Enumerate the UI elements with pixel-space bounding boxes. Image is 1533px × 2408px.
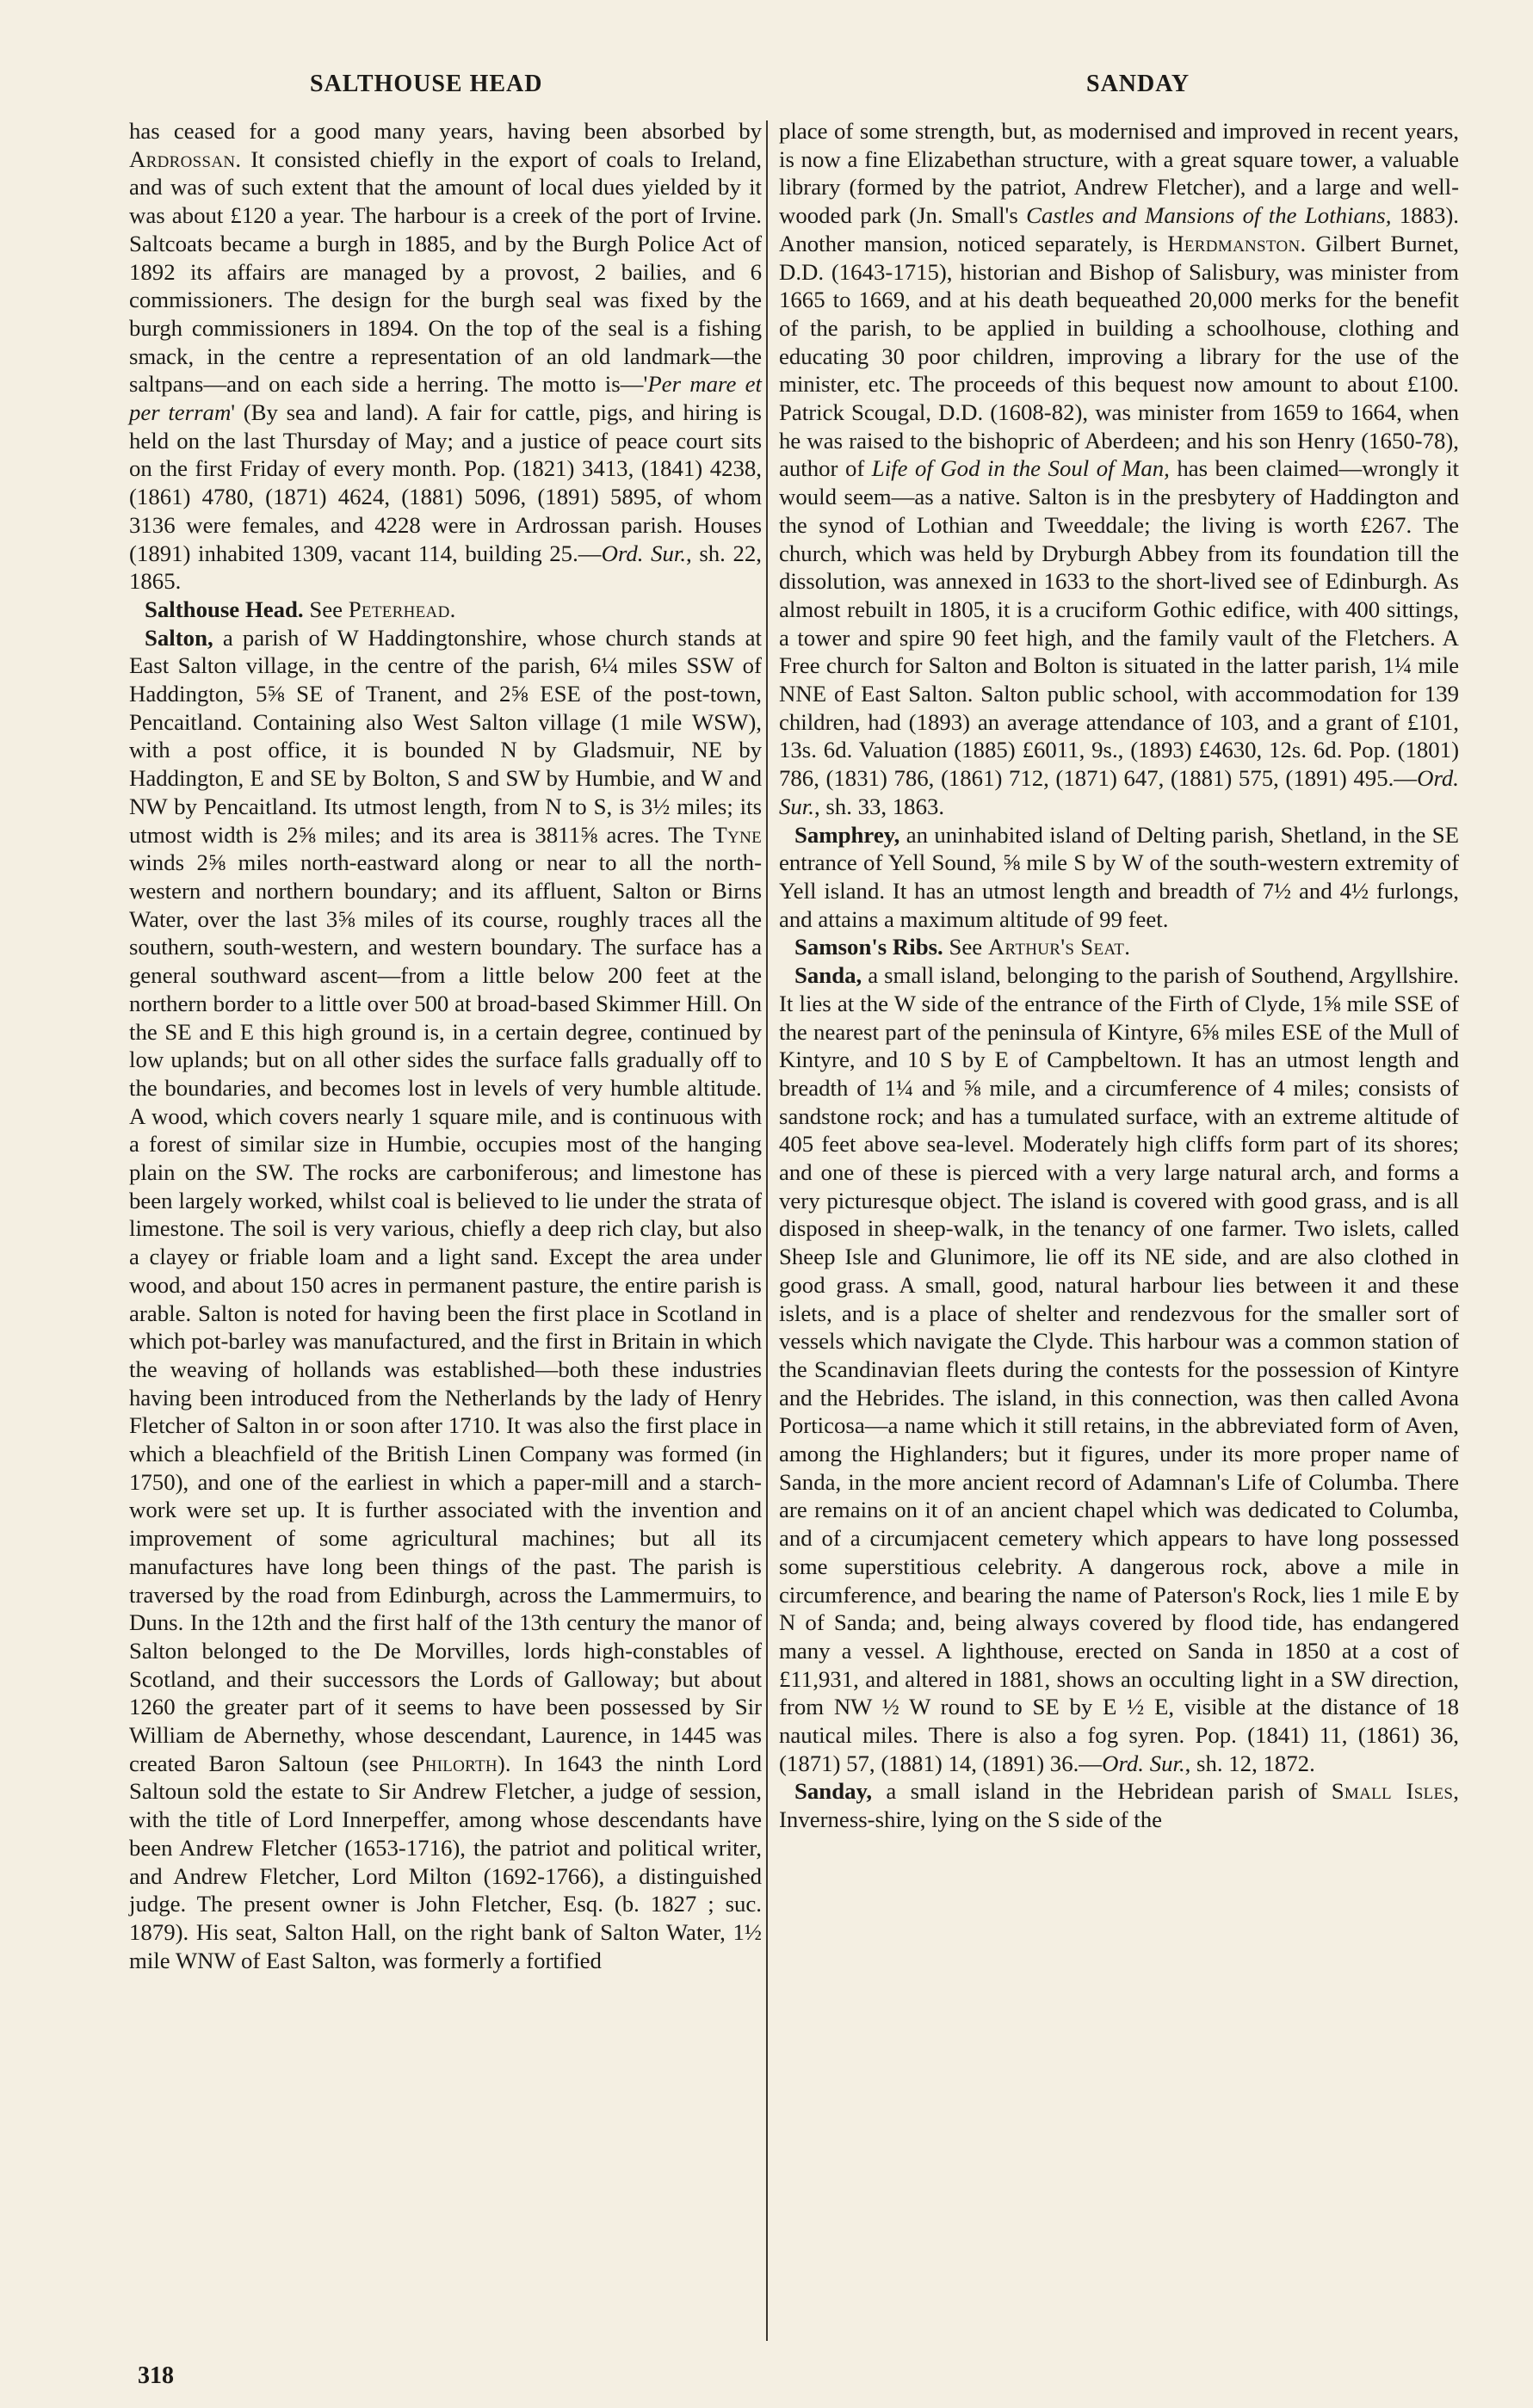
text-run: .: [1124, 934, 1130, 960]
text-run: Ardrossan: [129, 145, 236, 172]
text-run: Life of God in the Soul of Man,: [871, 455, 1170, 482]
gazetteer-entry: [779, 1777, 1459, 1833]
entry-headword: Salthouse Head.: [145, 596, 304, 622]
text-run: See: [303, 596, 349, 622]
text-run: . It consisted chiefly in the export of coals to Ireland, and was of such extent that the amount of local dues yielded by it was about £120 a year. The harbour is a creek of the port of Irvine. Saltcoats became a burgh in 1885, and by the Burgh Police Act of 1892 its affairs are managed by a provost, 2 bailies, and 6 commissioners. The design for the burgh seal was fixed by the burgh commissioners in 1894. On the top of the seal is a fishing smack, in the centre a representation of an old landmark—the saltpans—and on each side a herring. The motto is—': [129, 145, 762, 398]
text-run: a parish of W Haddingtonshire, whose church stands at East Salton village, in the centre of the parish, 6¼ miles SSW of Haddington, 5⅝ SE of Tranent, and 2⅝ ESE of the post-town, Pencaitland. Containing also West Salton village (1 mile WSW), with a post office, it is bounded N by Gladsmuir, NE by Haddington, E and SE by Bolton, S and SW by Humbie, and W and NW by Pencaitland. Its utmost length, from N to S, is 3½ miles; its utmost width is 2⅝ miles; and its area is 3811⅝ acres. The: [129, 624, 762, 848]
continued-paragraph: [129, 117, 762, 596]
header-left-title: SALTHOUSE HEAD: [310, 71, 543, 97]
gazetteer-entry: [129, 596, 762, 624]
text-run: Arthur's Seat: [987, 934, 1125, 960]
text-run: Ord. Sur.: [601, 540, 687, 566]
text-run: 1883). Another mansion, noticed separately, is: [779, 202, 1459, 256]
gazetteer-entry: [129, 624, 762, 1975]
text-run: , sh. 12, 1872.: [1184, 1750, 1315, 1776]
entry-headword: Salton,: [145, 624, 213, 651]
entry-headword: Samson's Ribs.: [794, 934, 943, 960]
text-run: an uninhabited island of Delting parish, Shetland, in the SE entrance of Yell Sound, ⅝ mile S by W of the south-western extremity of Yell island. It has an utmost length and breadth of 7½ and 4½ furlongs, and attains a maximum altitude of 99 feet.: [779, 821, 1459, 932]
left-column: [129, 117, 762, 1974]
text-run: See: [943, 934, 988, 960]
text-run: , sh. 33, 1863.: [813, 793, 945, 819]
text-run: . Gilbert Burnet, D.D. (1643-1715), historian and Bishop of Salisbury, was minister from 1665 to 1669, and at his death bequeathed 20,000 merks for the benefit of the parish, to be applied in building a schoolhouse, clothing and educating 30 poor children, improving a library for the use of the minister, etc. The proceeds of this bequest now amount to about £100. Patrick Scougal, D.D. (1608-82), was minister from 1659 to 1664, when he was raised to the bishopric of Aberdeen; and his son Henry (1650-78), author of: [779, 230, 1459, 482]
text-run: Ord. Sur.: [1102, 1750, 1185, 1776]
text-run: has been claimed—wrongly it would seem—as a native. Salton is in the presbytery of Haddington and the synod of Lothian and Tweeddale; the living is worth £267. The church, which was held by Dryburgh Abbey from its foundation till the dissolution, was annexed in 1633 to the short-lived see of Edinburgh. As almost rebuilt in 1805, it is a cruciform Gothic edifice, with 400 sittings, a tower and spire 90 feet high, and the family vault of the Fletchers. A Free church for Salton and Bolton is situated in the latter parish, 1¼ mile NNE of East Salton. Salton public school, with accommodation for 139 children, had (1893) an average attendance of 103, and a grant of £101, 13s. 6d. Valuation (1885) £6011, 9s., (1893) £4630, 12s. 6d. Pop. (1801) 786, (1831) 786, (1861) 712, (1871) 647, (1881) 575, (1891) 495.—: [779, 455, 1459, 792]
text-run: a small island, belonging to the parish of Southend, Argyllshire. It lies at the W side of the entrance of the Firth of Clyde, 1⅝ mile SSE of the nearest part of the peninsula of Kintyre, 6⅝ miles ESE of the Mull of Kintyre, and 10 S by E of Campbeltown. It has an utmost length and breadth of 1¼ and ⅝ mile, and a circumference of 4 miles; consists of sandstone rock; and has a tumulated surface, with an extreme altitude of 405 feet above sea-level. Moderately high cliffs form part of its shores; and one of these is pierced with a very large natural arch, and forms a very picturesque object. The island is covered with good grass, and is all disposed in sheep-walk, in the tenancy of one farmer. Two islets, called Sheep Isle and Glunimore, lie off its NE side, and are also clothed in good grass. A small, good, natural harbour lies between it and these islets, and is a place of shelter and rendezvous for the smaller sort of vessels which navigate the Clyde. This harbour was a common station of the Scandinavian fleets during the contests for the possession of Kintyre and the Hebrides. The island, in this connection, was then called Avona Porticosa—a name which it still retains, in the abbreviated form of Aven, among the Highlanders; but it figures, under its more proper name of Sanda, in the more ancient record of Adamnan's Life of Columba. There are remains on it of an ancient chapel which was dedicated to Columba, and of a circumjacent cemetery which appears to have long possessed some superstitious celebrity. A dangerous rock, above a mile in circumference, and bearing the name of Paterson's Rock, lies 1 mile E by N of Sanda; and, being always covered by flood tide, has endangered many a vessel. A lighthouse, erected on Sanda in 1850 at a cost of £11,931, and altered in 1881, shows an occulting light in a SW direction, from NW ½ W round to SE by E ½ E, visible at the distance of 18 nautical miles. There is also a fog syren. Pop. (1841) 11, (1861) 36, (1871) 57, (1881) 14, (1891) 36.—: [779, 962, 1459, 1776]
page-number: 318: [138, 2362, 174, 2389]
text-run: , Inverness-shire, lying on the S side of the: [779, 1778, 1459, 1833]
text-run: Castles and Mansions of the Lothians,: [1026, 202, 1392, 229]
entry-headword: Samphrey,: [794, 821, 900, 848]
entry-headword: Sanday,: [794, 1778, 873, 1805]
continued-paragraph: [779, 117, 1459, 821]
text-run: Herdmanston: [1167, 230, 1301, 256]
text-run: place of some strength, but, as modernised and improved in recent years, is now a fine Elizabethan structure, with a great square tower, a valuable library (formed by the patriot, Andrew Fletcher), and a large and well-wooded park (Jn. Small's: [779, 118, 1459, 229]
gazetteer-entry: [779, 933, 1459, 961]
text-run: winds 2⅝ miles north-eastward along or near to all the north-western and northern boundary; and its affluent, Salton or Birns Water, over the last 3⅝ miles of its course, roughly traces all the southern, south-western, and western boundary. The surface has a general southward ascent—from a little below 200 feet at the northern border to a little over 500 at broad-based Skimmer Hill. On the SE and E this high ground is, in a certain degree, continued by low uplands; but on all other sides the surface falls gradually off to the boundaries, and becomes lost in levels of very humble altitude. A wood, which covers nearly 1 square mile, and is continuous with a forest of similar size in Humbie, occupies most of the hanging plain on the SW. The rocks are carboniferous; and limestone has been largely worked, whilst coal is believed to lie under the strata of limestone. The soil is very various, chiefly a deep rich clay, but also a clayey or friable loam and a light sand. Except the area under wood, and about 150 acres in permanent pasture, the entire parish is arable. Salton is noted for having been the first place in Scotland in which pot-barley was manufactured, and the first in Britain in which the weaving of hollands was established—both these industries having been introduced from the Netherlands by the lady of Henry Fletcher of Salton in or soon after 1710. It was also the first place in which a bleachfield of the British Linen Company was formed (in 1750), and one of the earliest in which a paper-mill and a starch-work were set up. It is further associated with the invention and improvement of some agricultural machines; but all its manufactures have long been things of the past. The parish is traversed by the road from Edinburgh, across the Lammermuirs, to Duns. In the 12th and the first half of the 13th century the manor of Salton belonged to the De Morvilles, lords high-constables of Scotland, and their successors the Lords of Galloway; but about 1260 the greater part of it seems to have been possessed by Sir William de Abernethy, whose descendant, Laurence, in 1445 was created Baron Saltoun (see: [129, 849, 762, 1776]
text-run: ' (By sea and land). A fair for cattle, pigs, and hiring is held on the last Thursday of May; and a justice of peace court sits on the first Friday of every month. Pop. (1821) 3413, (1841) 4238, (1861) 4780, (1871) 4624, (1881) 5096, (1891) 5895, of whom 3136 were females, and 4228 were in Ardrossan parish. Houses (1891) inhabited 1309, vacant 114, building 25.—: [129, 399, 762, 566]
text-run: has ceased for a good many years, having been absorbed by: [129, 118, 762, 144]
text-run: Philorth: [411, 1750, 498, 1776]
right-column: [779, 117, 1459, 1834]
text-run: , sh. 22, 1865.: [129, 540, 762, 595]
header-right-title: SANDAY: [1086, 71, 1190, 97]
text-run: a small island in the Hebridean parish of: [872, 1778, 1332, 1805]
text-run: .: [449, 596, 456, 622]
gazetteer-entry: [779, 961, 1459, 1777]
text-run: ). In 1643 the ninth Lord Saltoun sold the estate to Sir Andrew Fletcher, a judge of session, with the title of Lord Innerpeffer, among whose descendants have been Andrew Fletcher (1653-1716), the patriot and political writer, and Andrew Fletcher, Lord Milton (1692-1766), a distinguished judge. The present owner is John Fletcher, Esq. (b. 1827 ; suc. 1879). His seat, Salton Hall, on the right bank of Salton Water, 1½ mile WNW of East Salton, was formerly a fortified: [129, 1750, 762, 1973]
running-header: [0, 71, 1533, 105]
column-divider: [766, 120, 768, 2341]
entry-headword: Sanda,: [794, 962, 862, 989]
text-run: Per mare et per terram: [129, 371, 762, 426]
text-run: Ord. Sur.: [779, 765, 1459, 819]
text-run: Tyne: [713, 821, 762, 848]
gazetteer-entry: [779, 821, 1459, 934]
text-run: Small Isles: [1331, 1778, 1454, 1805]
text-run: Peterhead: [348, 596, 450, 622]
